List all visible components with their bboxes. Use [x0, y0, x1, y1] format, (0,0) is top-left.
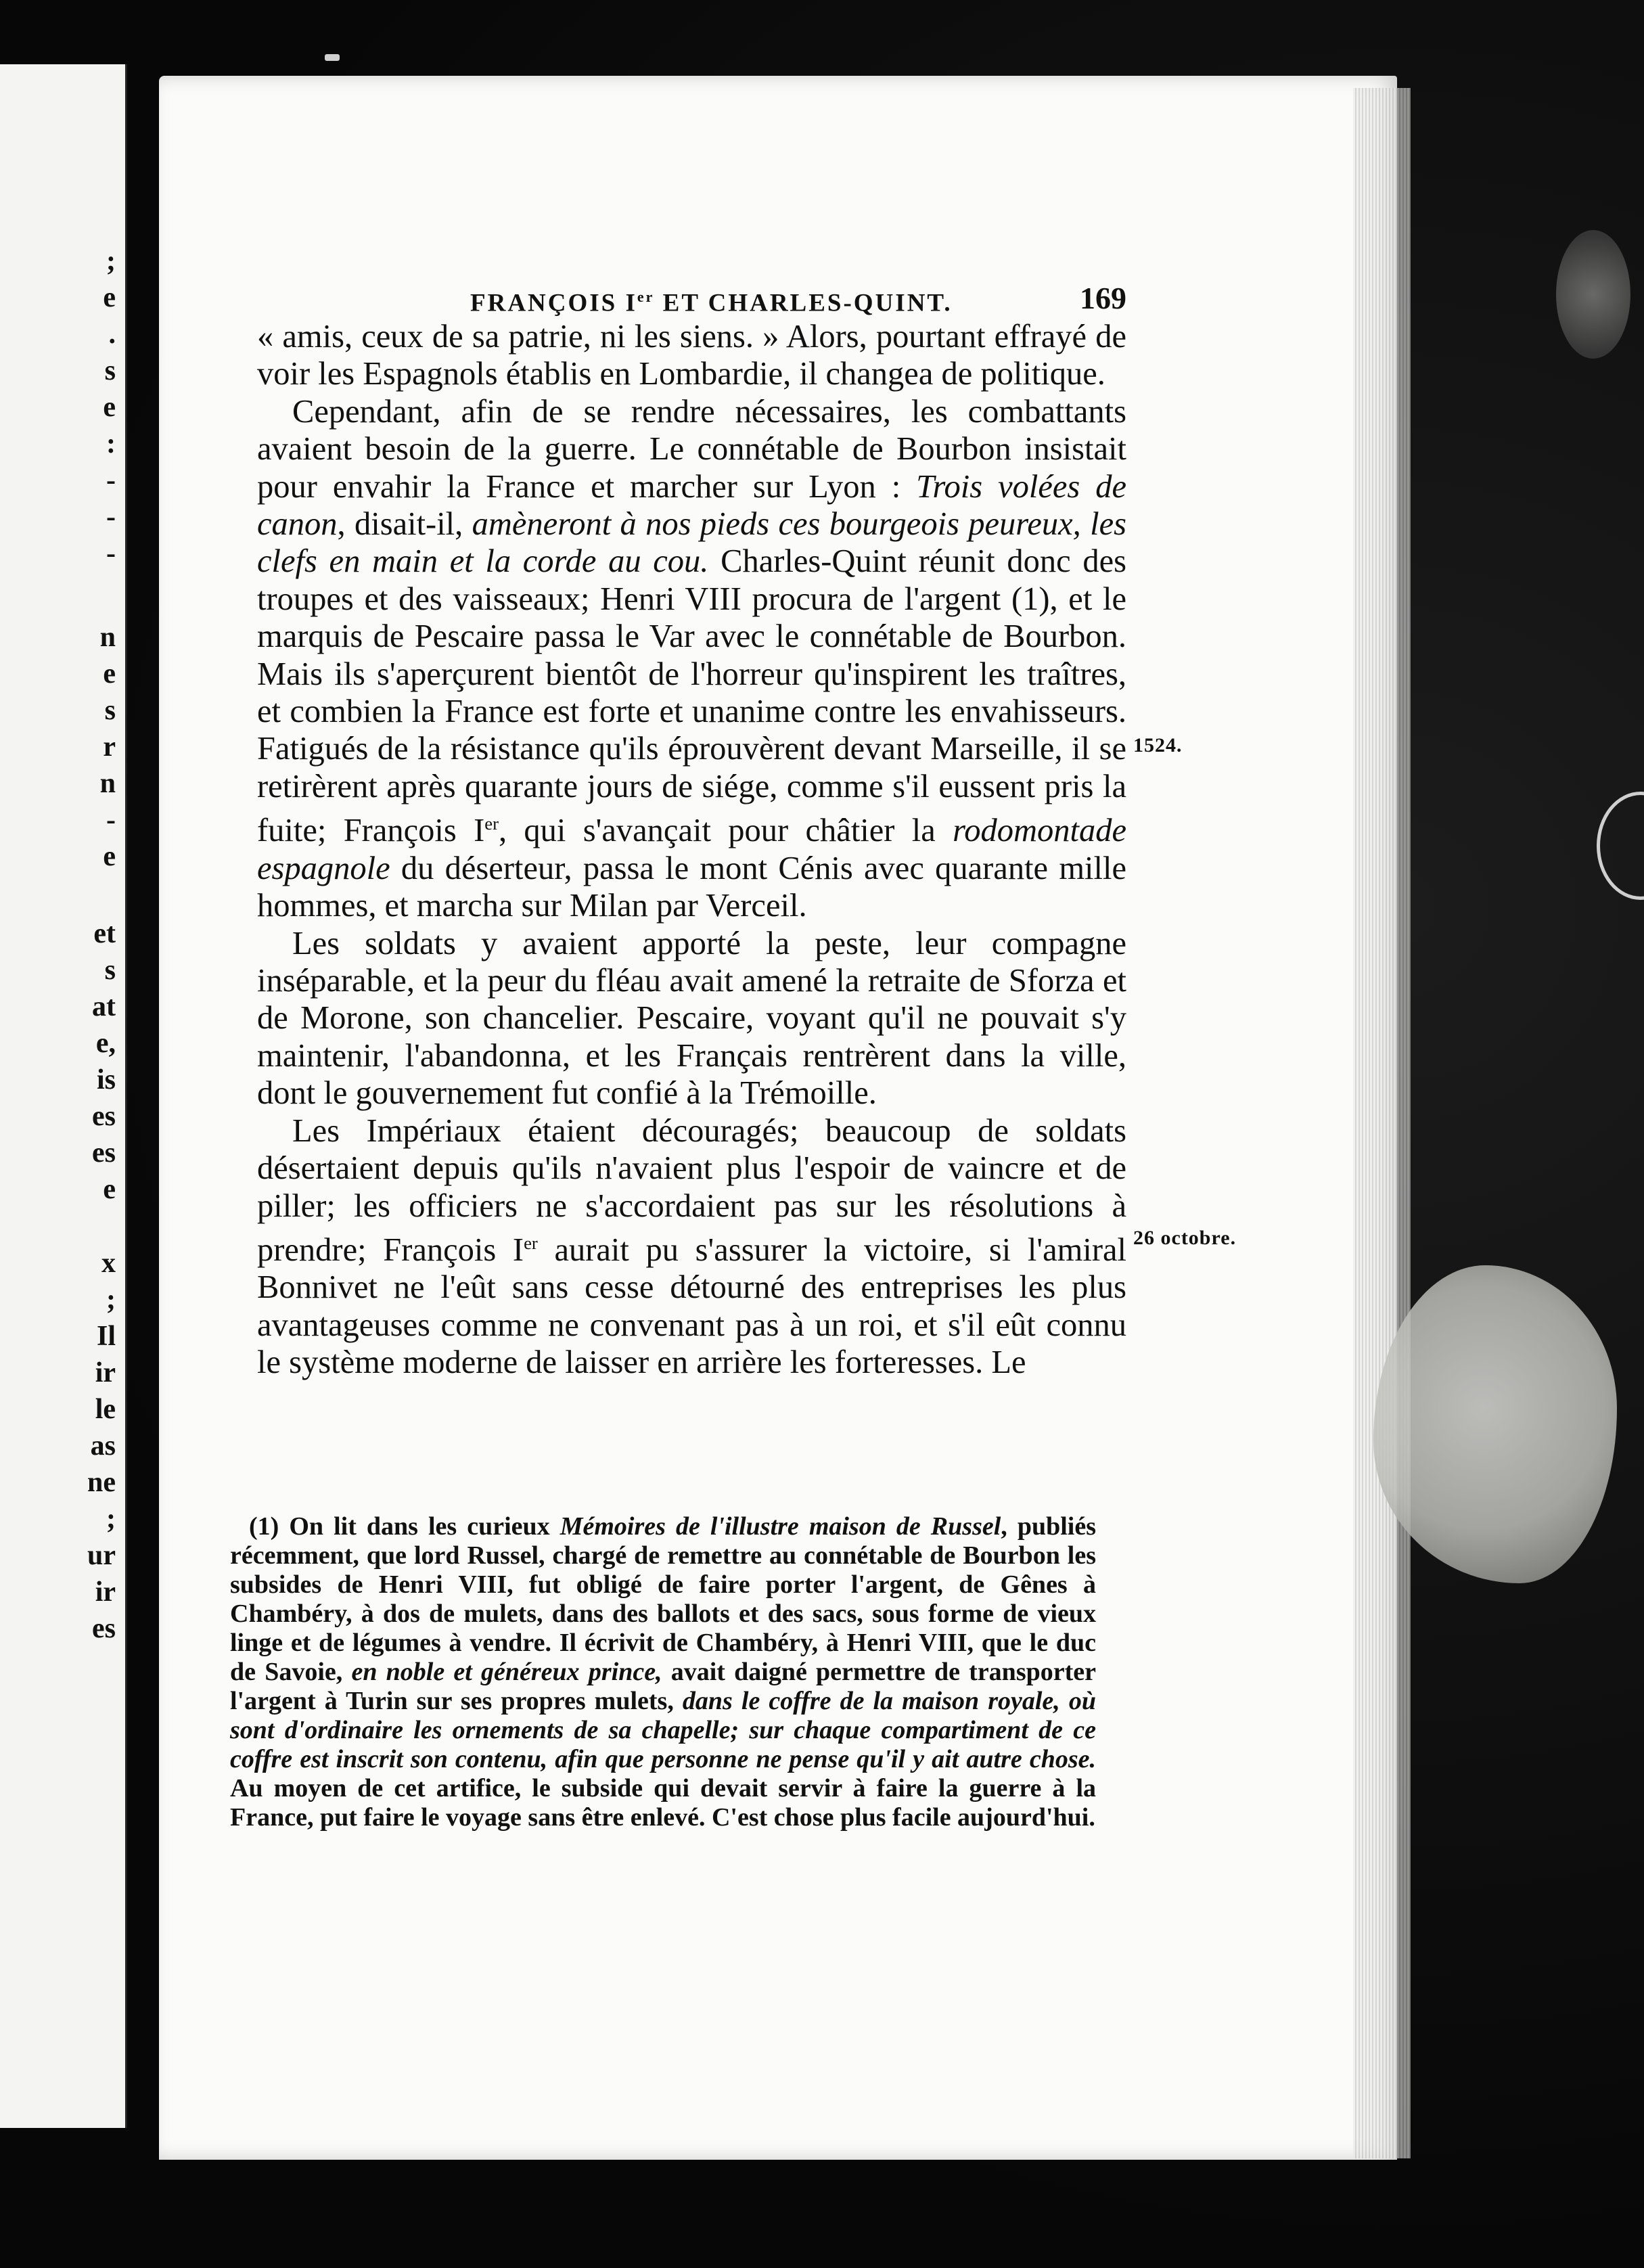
paragraph: [257, 1112, 1126, 1382]
paragraph: [257, 393, 1126, 925]
superscript: er: [524, 1232, 538, 1253]
italic-text: Trois volées de canon: [257, 468, 1127, 543]
text-run: avait daigné permettre de transporter l'argent à Turin sur ses propres mulets,: [230, 1658, 1096, 1715]
footnote: [230, 1512, 1096, 1832]
running-head: FRANÇOIS Ier ET CHARLES-QUINT.: [470, 288, 953, 317]
facing-page-fragment: at: [92, 991, 116, 1022]
text-run: Les soldats y avaient apporté la peste, leur compagne inséparable, et la peur du fléau avait amené la retraite de Sforza et de Morone, son chancelier. Pescaire, voyant qu'il ne pouvait s'y maintenir, l'abandonna, et les Français rentrèrent dans la ville, dont le gouvernement fut confié à la Trémoille.: [257, 925, 1126, 1112]
paragraph: [257, 318, 1126, 393]
superscript: er: [484, 813, 499, 834]
facing-page-fragment: n: [99, 622, 116, 653]
margin-note-year: 1524.: [1133, 734, 1183, 756]
facing-page-fragment: ne: [87, 1467, 116, 1498]
facing-page-fragment: x: [101, 1248, 116, 1279]
text-run: (1) On lit dans les curieux: [249, 1512, 560, 1541]
italic-text: dans le coffre de la maison royale, où sont d'ordinaire les ornements de sa chapelle; sur chaque compartiment de ce coffre est inscrit son contenu, afin que personne ne pense qu'il y ait autre chose.: [230, 1687, 1096, 1773]
facing-page-fragment: is: [96, 1064, 116, 1095]
facing-page-fragment: ;: [106, 1284, 116, 1315]
text-run: aurait pu s'assurer la victoire, si l'amiral Bonnivet ne l'eût sans cesse détourné des entreprises les plus avantageuses comme ne convenant pas à un roi, et s'il eût connu le système moderne de laisser en arrière les forteresses. Le: [257, 1232, 1126, 1381]
facing-page-fragment: ir: [95, 1357, 116, 1388]
paragraph: [257, 925, 1126, 1112]
italic-text: en noble et généreux prince,: [351, 1658, 662, 1686]
facing-page-fragment: es: [92, 1137, 116, 1169]
text-run: Les Impériaux étaient découragés; beaucoup de soldats désertaient depuis qu'ils n'avaient plus l'espoir de vaincre et de piller; les officiers ne s'accordaient pas sur les résolutions à prendre; François I: [257, 1112, 1126, 1269]
text-run: « amis, ceux de sa patrie, ni les siens. » Alors, pourtant effrayé de voir les Espagnols établis en Lombardie, il changea de politique.: [257, 319, 1126, 392]
facing-page-fragment: .: [108, 319, 116, 350]
text-run: , disait-il,: [337, 506, 472, 543]
footnote-paragraph: [230, 1512, 1096, 1832]
text-run: du déserteur, passa le mont Cénis avec quarante mille hommes, et marcha sur Milan par Verceil.: [257, 850, 1126, 924]
text-run: , publiés récemment, que lord Russel, chargé de remettre au connétable de Bourbon les subsides de Henri VIII, fut obligé de faire porter l'argent, de Gênes à Chambéry, à dos de mulets, dans des ballots et des sacs, sous forme de vieux linge et de légumes à vendre. Il écrivit de Chambéry, à Henri VIII, que le duc de Savoie,: [230, 1512, 1096, 1686]
paper-stain-small: [1556, 230, 1630, 359]
italic-text: rodomontade espagnole: [257, 813, 1126, 886]
facing-page-fragment: e: [103, 282, 116, 313]
facing-page-fragment: -: [106, 538, 116, 569]
facing-page-fragment: ;: [106, 1503, 116, 1535]
facing-page-fragment: e: [103, 658, 116, 689]
facing-page-fragment: -: [106, 465, 116, 496]
facing-page-fragment: ;: [106, 246, 116, 277]
facing-page-fragment: n: [99, 768, 116, 799]
facing-page-fragment: le: [95, 1394, 116, 1425]
facing-page-fragment: :: [106, 428, 116, 459]
margin-note-date: 26 octobre.: [1133, 1227, 1237, 1249]
body-text: [257, 318, 1126, 1382]
scan-mark: [325, 54, 340, 61]
facing-page-edge: [0, 64, 127, 2128]
facing-page-fragment: e,: [95, 1028, 116, 1059]
page-stack-edge: [1353, 88, 1411, 2158]
facing-page-fragment: s: [104, 695, 116, 726]
text-run: Charles-Quint réunit donc des troupes et des vaisseaux; Henri VIII procura de l'argent (1), et le marquis de Pescaire passa le Var avec le connétable de Bourbon. Mais ils s'aperçurent bientôt de l'horreur qu'inspirent les traîtres, et combien la France est forte et unanime contre les envahisseurs. Fatigués de la résistance qu'ils éprouvèrent devant Marseille, il se retirèrent après quarante jours de siége, comme s'il eussent pris la fuite; François I: [257, 543, 1126, 849]
italic-text: amèneront à nos pieds ces bourgeois peureux, les clefs en main et la corde au cou.: [257, 506, 1126, 580]
facing-page-fragment: ur: [87, 1540, 116, 1571]
facing-page-fragment: e: [103, 392, 116, 423]
text-run: Cependant, afin de se rendre nécessaires, les combattants avaient besoin de la guerre. Le connétable de Bourbon insistait pour envahir la France et marcher sur Lyon :: [257, 393, 1126, 505]
facing-page-fragment: s: [104, 355, 116, 386]
facing-page-fragment: -: [106, 804, 116, 836]
facing-page-fragment: es: [92, 1613, 116, 1644]
facing-page-fragment: as: [90, 1430, 116, 1461]
page-number: 169: [1080, 281, 1126, 315]
facing-page-fragment: et: [93, 918, 116, 949]
facing-page-fragment: s: [104, 955, 116, 986]
facing-page-fragment: -: [106, 501, 116, 532]
facing-page-fragment: e: [103, 1174, 116, 1205]
text-run: , qui s'avançait pour châtier la: [498, 813, 953, 849]
italic-text: Mémoires de l'illustre maison de Russel: [560, 1512, 1001, 1541]
facing-page-fragment: ir: [95, 1577, 116, 1608]
facing-page-fragment: r: [103, 731, 116, 763]
facing-page-fragment: Il: [96, 1321, 116, 1352]
facing-page-fragment: es: [92, 1101, 116, 1132]
facing-page-fragment: e: [103, 841, 116, 872]
text-run: Au moyen de cet artifice, le subside qui devait servir à faire la guerre à la France, put faire le voyage sans être enlevé. C'est chose plus facile aujourd'hui.: [230, 1774, 1096, 1832]
